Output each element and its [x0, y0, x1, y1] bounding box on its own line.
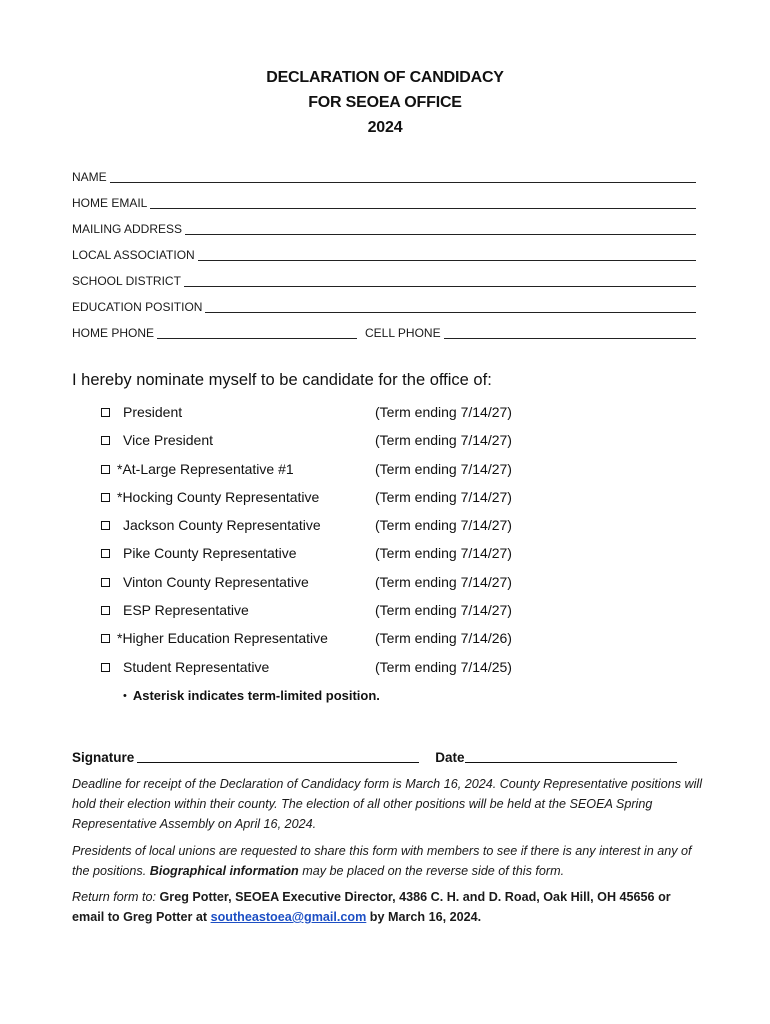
- title-line-1: DECLARATION OF CANDIDACY: [266, 69, 504, 86]
- phone-fields-row: [72, 324, 696, 340]
- office-term: (Term ending 7/14/27): [375, 574, 512, 590]
- local-association-field[interactable]: [72, 246, 696, 262]
- checkbox-esp[interactable]: [101, 606, 110, 615]
- mailing-address-input-line[interactable]: [185, 222, 696, 235]
- nomination-intro: I hereby nominate myself to be candidate for the office of:: [72, 371, 492, 389]
- checkbox-vice-president[interactable]: [101, 436, 110, 445]
- cell-phone-input-line[interactable]: [444, 326, 696, 339]
- title-line-2: FOR SEOEA OFFICE: [308, 94, 462, 111]
- term-limit-note-text: Asterisk indicates term-limited position.: [132, 688, 380, 703]
- office-term: (Term ending 7/14/27): [375, 489, 512, 505]
- return-label: Return form to:: [72, 890, 160, 904]
- checkbox-president[interactable]: [101, 408, 110, 417]
- education-position-input-line[interactable]: [205, 300, 696, 313]
- name-label: NAME: [72, 170, 107, 184]
- title-line-3: 2024: [367, 119, 403, 136]
- checkbox-hocking-county[interactable]: [101, 493, 110, 502]
- share-text-start: Presidents of local unions are requested to share this form with members to see if there is any interest in any of the positions.: [72, 844, 692, 878]
- signature-label: Signature: [72, 750, 135, 765]
- share-paragraph: [72, 841, 702, 881]
- return-paragraph: [72, 887, 702, 927]
- office-term: (Term ending 7/14/27): [375, 545, 512, 561]
- office-name: Student Representative: [123, 659, 270, 675]
- share-text-end: may be placed on the reverse side of this form.: [298, 864, 565, 878]
- signature-row: [72, 747, 692, 765]
- office-name: *At-Large Representative #1: [117, 461, 294, 477]
- office-option-jackson-county[interactable]: [101, 516, 541, 534]
- mailing-address-field[interactable]: [72, 220, 696, 236]
- checkbox-at-large[interactable]: [101, 465, 110, 474]
- date-input-line[interactable]: [465, 748, 677, 763]
- local-association-input-line[interactable]: [198, 248, 696, 261]
- office-name: *Hocking County Representative: [117, 489, 320, 505]
- home-phone-input-line[interactable]: [157, 326, 357, 339]
- home-phone-label: HOME PHONE: [72, 326, 155, 340]
- office-term: (Term ending 7/14/25): [375, 659, 512, 675]
- checkbox-higher-education[interactable]: [101, 634, 110, 643]
- office-term: (Term ending 7/14/27): [375, 602, 512, 618]
- home-email-input-line[interactable]: [150, 196, 696, 209]
- office-option-higher-education[interactable]: [101, 629, 541, 647]
- education-position-field[interactable]: [72, 298, 696, 314]
- bullet-icon: •: [123, 689, 127, 702]
- school-district-label: SCHOOL DISTRICT: [72, 274, 181, 288]
- term-limit-note: [123, 688, 380, 703]
- office-name: Pike County Representative: [123, 545, 297, 561]
- deadline-paragraph: Deadline for receipt of the Declaration of Candidacy form is March 16, 2024. County Representative positions will hold their election within their county. The election of all other positions will be held at the SEOEA Spring Representative Assembly on April 16, 2024.: [72, 777, 703, 831]
- office-option-vinton-county[interactable]: [101, 573, 541, 591]
- office-option-student[interactable]: [101, 658, 541, 676]
- office-term: (Term ending 7/14/27): [375, 517, 512, 533]
- office-option-pike-county[interactable]: [101, 544, 541, 562]
- office-option-hocking-county[interactable]: [101, 488, 541, 506]
- office-name: Vinton County Representative: [123, 574, 309, 590]
- office-term: (Term ending 7/14/27): [375, 461, 512, 477]
- office-name: Jackson County Representative: [123, 517, 321, 533]
- school-district-input-line[interactable]: [184, 274, 696, 287]
- office-name: Vice President: [123, 432, 214, 448]
- name-input-line[interactable]: [110, 170, 696, 183]
- signature-input-line[interactable]: [137, 748, 419, 763]
- office-term: (Term ending 7/14/27): [375, 432, 512, 448]
- cell-phone-label: CELL PHONE: [365, 326, 441, 340]
- mailing-address-label: MAILING ADDRESS: [72, 222, 183, 236]
- education-position-label: EDUCATION POSITION: [72, 300, 203, 314]
- return-deadline: by March 16, 2024.: [366, 910, 482, 924]
- office-name: *Higher Education Representative: [117, 630, 328, 646]
- biographical-information-text: Biographical information: [149, 864, 299, 878]
- school-district-field[interactable]: [72, 272, 696, 288]
- office-term: (Term ending 7/14/26): [375, 630, 512, 646]
- office-option-at-large[interactable]: [101, 460, 541, 478]
- office-name: President: [123, 404, 183, 420]
- office-option-esp[interactable]: [101, 601, 541, 619]
- checkbox-jackson-county[interactable]: [101, 521, 110, 530]
- email-link[interactable]: southeastoea@gmail.com: [210, 910, 367, 924]
- home-email-label: HOME EMAIL: [72, 196, 148, 210]
- return-address: Greg Potter, SEOEA Executive Director, 4386 C. H. and D. Road, Oak Hill, OH 45656 or email to Greg Potter at: [72, 890, 671, 924]
- checkbox-vinton-county[interactable]: [101, 578, 110, 587]
- office-option-president[interactable]: [101, 403, 541, 421]
- checkbox-student[interactable]: [101, 663, 110, 672]
- checkbox-pike-county[interactable]: [101, 549, 110, 558]
- office-term: (Term ending 7/14/27): [375, 404, 512, 420]
- local-association-label: LOCAL ASSOCIATION: [72, 248, 195, 262]
- date-label: Date: [435, 750, 465, 765]
- office-option-vice-president[interactable]: [101, 431, 541, 449]
- office-name: ESP Representative: [123, 602, 249, 618]
- home-email-field[interactable]: [72, 194, 696, 210]
- name-field[interactable]: [72, 168, 696, 184]
